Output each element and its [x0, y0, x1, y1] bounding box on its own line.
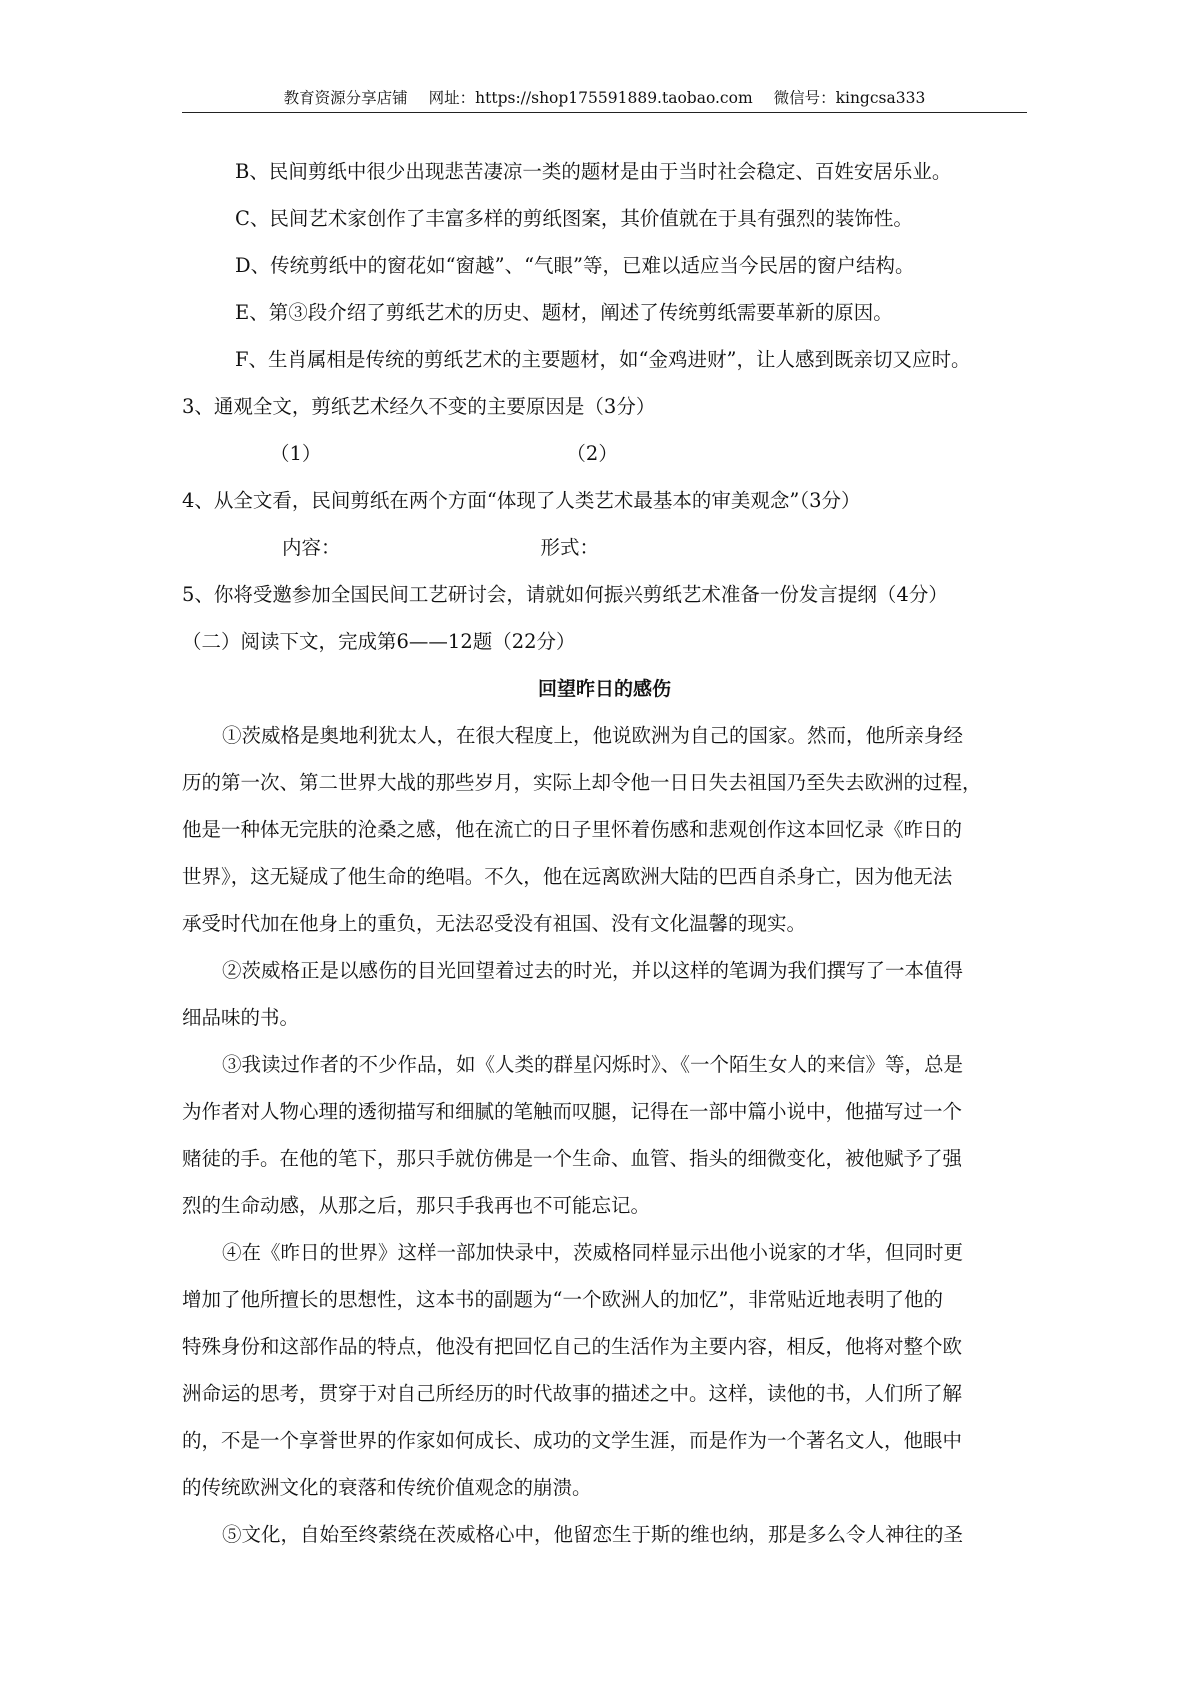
- article-line: 他是一种体无完肤的沧桑之感，他在流亡的日子里怀着伤感和悲观创作这本回忆录《昨日的: [182, 818, 963, 841]
- article-line: 洲命运的思考，贯穿于对自己所经历的时代故事的描述之中。这样，读他的书，人们所了解: [182, 1382, 963, 1405]
- article-line: ①茨威格是奥地利犹太人，在很大程度上，他说欧洲为自己的国家。然而，他所亲身经: [222, 724, 964, 747]
- shop-name: 教育资源分享店铺: [283, 89, 408, 107]
- question-3-blanks: [182, 440, 1115, 468]
- article-line: 增加了他所擅长的思想性，这本书的副题为“一个欧洲人的加忆”，非常贴近地表明了他的: [182, 1288, 943, 1311]
- article-line: ③我读过作者的不少作品，如《人类的群星闪烁时》、《一个陌生女人的来信》等，总是: [222, 1053, 964, 1076]
- article-line: ⑤文化，自始至终萦绕在茨威格心中，他留恋生于斯的维也纳，那是多么令人神往的圣: [222, 1523, 964, 1546]
- article-line: 历的第一次、第二世界大战的那些岁月，实际上却令他一日日失去祖国乃至失去欧洲的过程，: [182, 771, 982, 794]
- article-line: 为作者对人物心理的透彻描写和细腻的笔触而叹腿，记得在一部中篇小说中，他描写过一个: [182, 1100, 963, 1123]
- article-line: 烈的生命动感，从那之后，那只手我再也不可能忘记。: [182, 1194, 651, 1217]
- option-f: F、生肖属相是传统的剪纸艺术的主要题材，如“金鸡进财”，让人感到既亲切又应时。: [235, 348, 971, 371]
- question-4: 4、从全文看，民间剪纸在两个方面“体现了人类艺术最基本的审美观念”（3分）: [182, 489, 861, 512]
- question-3-blank-2: （2）: [566, 442, 618, 465]
- page-header: [182, 86, 1027, 113]
- question-3: 3、通观全文，剪纸艺术经久不变的主要原因是（3分）: [182, 395, 656, 418]
- article-line: 的传统欧洲文化的衰落和传统价值观念的崩溃。: [182, 1476, 592, 1499]
- section-2-instruction: （二）阅读下文，完成第6——12题（22分）: [182, 630, 576, 653]
- shop-website: 网址：https://shop175591889.taobao.com: [428, 89, 753, 107]
- article-line: 的，不是一个享誉世界的作家如何成长、成功的文学生涯，而是作为一个著名文人，他眼中: [182, 1429, 963, 1452]
- article-title: 回望昨日的感伤: [537, 678, 671, 700]
- option-e: E、第③段介绍了剪纸艺术的历史、题材，阐述了传统剪纸需要革新的原因。: [235, 301, 893, 324]
- article-line: 特殊身份和这部作品的特点，他没有把回忆自己的生活作为主要内容，相反，他将对整个欧: [182, 1335, 963, 1358]
- question-4-content: 内容：: [282, 536, 341, 559]
- option-c: C、民间艺术家创作了丰富多样的剪纸图案，其价值就在于具有强烈的装饰性。: [235, 207, 913, 230]
- article-line: 细品味的书。: [182, 1006, 300, 1029]
- article-line: 承受时代加在他身上的重负，无法忍受没有祖国、没有文化温馨的现实。: [182, 912, 807, 935]
- article-line: ④在《昨日的世界》这样一部加快录中，茨威格同样显示出他小说家的才华，但同时更: [222, 1241, 964, 1264]
- option-b: B、民间剪纸中很少出现悲苦凄凉一类的题材是由于当时社会稳定、百姓安居乐业。: [235, 160, 952, 183]
- wechat-id: 微信号：kingcsa333: [773, 89, 926, 107]
- article-line: 赌徒的手。在他的笔下，那只手就仿佛是一个生命、血管、指头的细微变化，被他赋予了强: [182, 1147, 963, 1170]
- option-d: D、传统剪纸中的窗花如“窗越”、“气眼”等，已难以适应当今民居的窗户结构。: [235, 254, 915, 277]
- article-line: ②茨威格正是以感伤的目光回望着过去的时光，并以这样的笔调为我们撰写了一本值得: [222, 959, 964, 982]
- article-line: 世界》，这无疑成了他生命的绝唱。不久，他在远离欧洲大陆的巴西自杀身亡，因为他无法: [182, 865, 953, 888]
- question-4-blanks: [182, 534, 1127, 562]
- question-5: 5、你将受邀参加全国民间工艺研讨会，请就如何振兴剪纸艺术准备一份发言提纲（4分）: [182, 583, 948, 606]
- question-3-blank-1: （1）: [270, 442, 322, 465]
- question-4-form: 形式：: [540, 536, 600, 559]
